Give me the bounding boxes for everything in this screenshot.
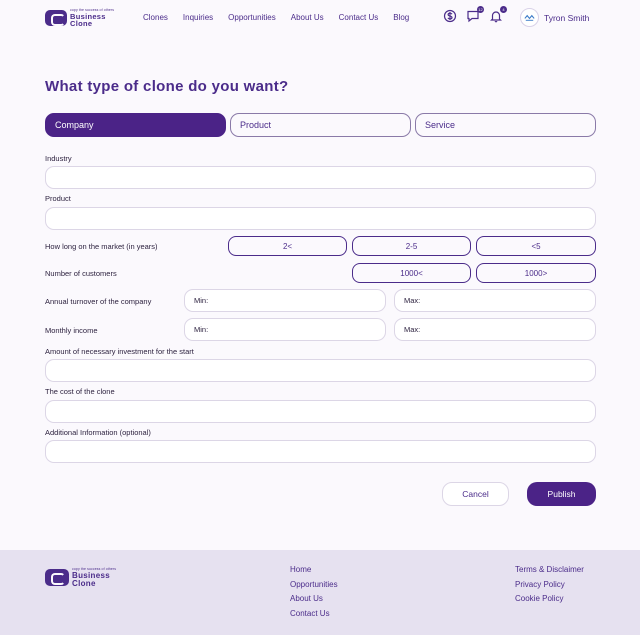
- currency-icon[interactable]: [443, 9, 457, 23]
- market-duration-label: How long on the market (in years): [45, 242, 158, 251]
- customers-option-more-1000[interactable]: 1000>: [476, 263, 596, 283]
- footer-logo[interactable]: [45, 568, 116, 588]
- investment-label: Amount of necessary investment for the start: [45, 347, 194, 356]
- bell-badge: 4: [500, 6, 507, 13]
- footer-legal: [515, 566, 584, 604]
- footer-link-about-us[interactable]: About Us: [290, 594, 323, 604]
- page-title: What type of clone do you want?: [45, 78, 289, 95]
- logo-icon: [45, 10, 67, 26]
- nav-about-us[interactable]: About Us: [290, 13, 324, 22]
- footer-link-cookie[interactable]: Cookie Policy: [515, 594, 564, 604]
- footer-nav: [290, 566, 338, 619]
- nav-contact-us[interactable]: Contact Us: [338, 13, 379, 22]
- cancel-button[interactable]: Cancel: [442, 482, 509, 506]
- footer-link-privacy[interactable]: Privacy Policy: [515, 579, 565, 589]
- footer-link-home[interactable]: Home: [290, 565, 312, 574]
- turnover-label: Annual turnover of the company: [45, 297, 152, 306]
- turnover-max-input[interactable]: [394, 289, 596, 312]
- nav-clones[interactable]: Clones: [143, 13, 168, 22]
- income-label: Monthly income: [45, 326, 98, 335]
- industry-label: Industry: [45, 154, 72, 163]
- publish-button[interactable]: Publish: [527, 482, 596, 506]
- additional-info-label: Additional Information (optional): [45, 428, 151, 437]
- clone-cost-label: The cost of the clone: [45, 387, 115, 396]
- main-nav: [143, 13, 409, 22]
- turnover-min-input[interactable]: [184, 289, 386, 312]
- industry-input[interactable]: [45, 166, 596, 189]
- nav-blog[interactable]: Blog: [393, 13, 410, 22]
- income-min-input[interactable]: [184, 318, 386, 341]
- customers-label: Number of customers: [45, 269, 117, 278]
- tab-service[interactable]: Service: [415, 113, 596, 137]
- brand-name-line2: Clone: [70, 19, 93, 28]
- market-option-less-2[interactable]: 2<: [228, 236, 347, 256]
- investment-input[interactable]: [45, 359, 596, 382]
- site-header: [0, 0, 640, 36]
- chat-icon[interactable]: [466, 7, 483, 23]
- footer-brand-name-line1: Business: [72, 570, 110, 580]
- user-name: Tyron Smith: [544, 12, 590, 23]
- income-max-prefix: Max:: [404, 325, 421, 334]
- chat-badge: 12: [478, 7, 483, 12]
- brand-tagline: copy the success of others: [70, 8, 115, 12]
- turnover-min-prefix: Min:: [194, 296, 209, 305]
- footer-link-opportunities[interactable]: Opportunities: [290, 579, 338, 589]
- company-logo-icon: [523, 11, 536, 24]
- product-input[interactable]: [45, 207, 596, 230]
- brand-name-line1: Business: [70, 11, 106, 21]
- market-option-more-5[interactable]: <5: [476, 236, 596, 256]
- income-max-input[interactable]: [394, 318, 596, 341]
- avatar: [520, 8, 539, 27]
- clone-type-tabs: [45, 113, 596, 137]
- market-option-2-5[interactable]: 2-5: [352, 236, 471, 256]
- footer-brand-name-line2: Clone: [72, 578, 96, 588]
- site-footer: [0, 550, 640, 635]
- tab-product[interactable]: Product: [230, 113, 411, 137]
- additional-info-input[interactable]: [45, 440, 596, 463]
- footer-brand-tagline: copy the success of others: [72, 567, 117, 571]
- customers-option-less-1000[interactable]: 1000<: [352, 263, 471, 283]
- nav-opportunities[interactable]: Opportunities: [228, 13, 276, 22]
- clone-cost-input[interactable]: [45, 400, 596, 423]
- bell-icon[interactable]: [489, 9, 503, 23]
- logo-icon: [45, 569, 69, 586]
- footer-link-terms[interactable]: Terms & Disclaimer: [515, 565, 584, 574]
- footer-link-contact-us[interactable]: Contact Us: [290, 609, 330, 619]
- turnover-max-prefix: Max:: [404, 296, 421, 305]
- brand-logo[interactable]: [45, 9, 114, 28]
- product-label: Product: [45, 194, 71, 203]
- header-actions: [443, 9, 503, 23]
- tab-company[interactable]: Company: [45, 113, 226, 137]
- nav-inquiries[interactable]: Inquiries: [182, 13, 214, 22]
- user-menu[interactable]: [520, 8, 589, 27]
- income-min-prefix: Min:: [194, 325, 209, 334]
